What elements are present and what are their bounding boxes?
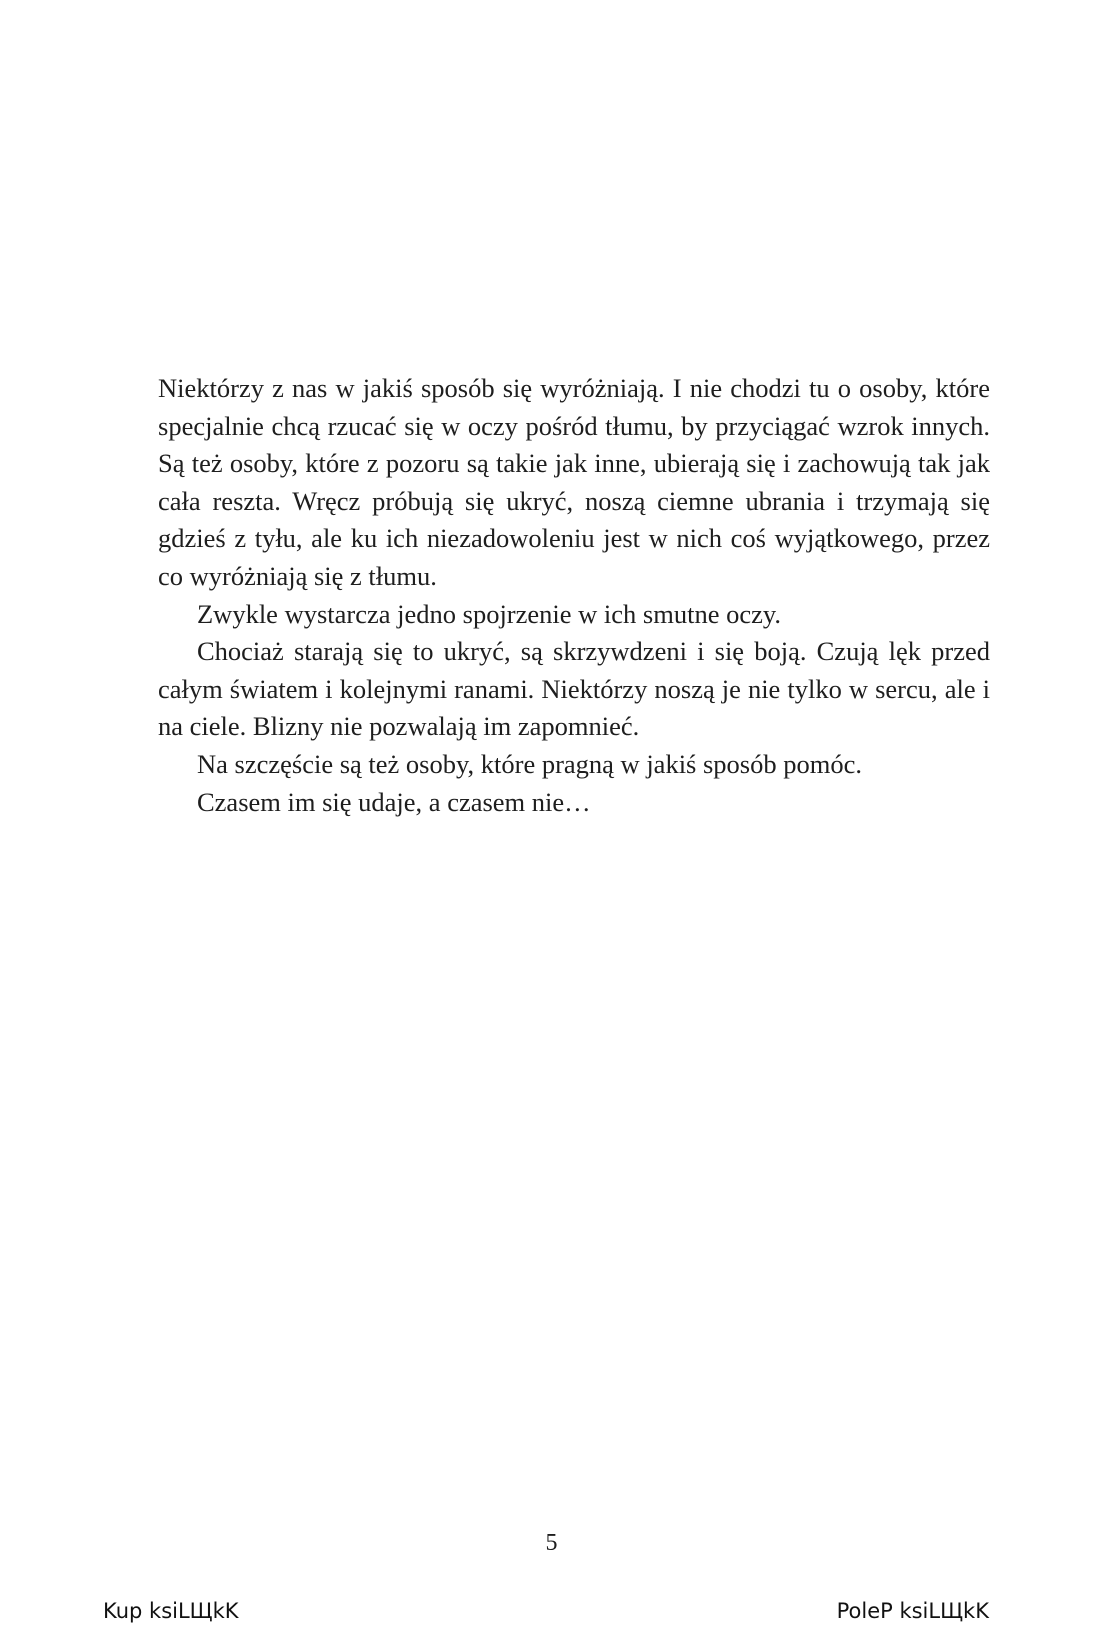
page-number: 5 [545,1530,558,1556]
paragraph-1: Niektórzy z nas w jakiś sposób się wyróżniają. I nie chodzi tu o osoby, które specjalnie chcą rzucać się w oczy pośród tłumu, by przyciągać wzrok innych. Są też osoby, które z pozoru są takie jak inne, ubierają się i zachowują tak jak cała reszta. Wręcz próbują się ukryć, noszą ciemne ubrania i trzymają się gdzieś z tyłu, ale ku ich niezadowoleniu jest w nich coś wyjątkowego, przez co wyróżniają się z tłumu. [158,373,990,591]
body-text [158,370,990,821]
paragraph-5: Czasem im się udaje, a czasem nie… [197,786,591,817]
paragraph-3: Chociaż starają się to ukryć, są skrzywdzeni i się boją. Czują lęk przed całym światem i kolejnymi ranami. Niektórzy noszą je nie tylko w sercu, ale i na ciele. Blizny nie pozwalają im zapomnieć. [158,636,990,742]
paragraph-4: Na szczęście są też osoby, które pragną w jakiś sposób pomóc. [197,748,862,779]
recommend-book-link[interactable]: PoleP ksiLЩkK [836,1599,989,1623]
buy-book-link[interactable]: Kup ksiLЩkK [103,1599,239,1623]
paragraph-2: Zwykle wystarcza jedno spojrzenie w ich smutne oczy. [197,598,782,629]
